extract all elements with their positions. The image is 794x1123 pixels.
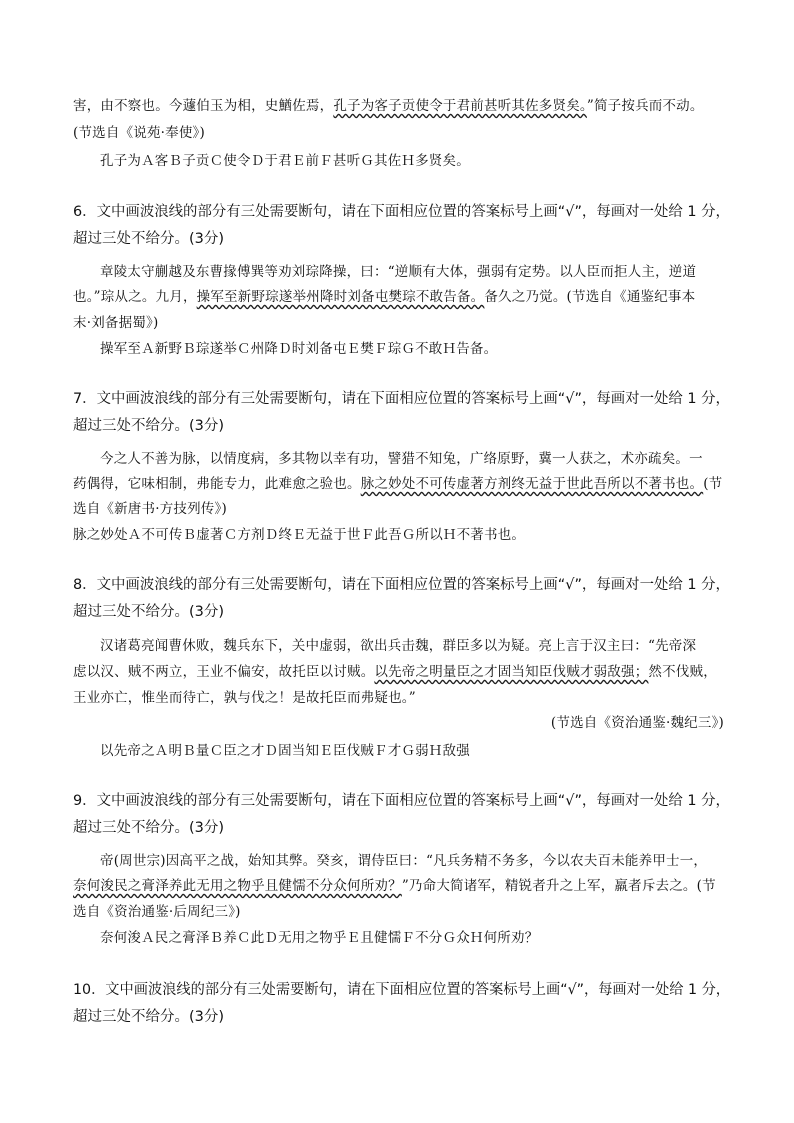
question-10-prompt-cont: 超过三处不给分。(3分): [73, 1009, 225, 1025]
passage-line: 汉诸葛亮闻曹休败，魏兵东下，关中虚弱，欲出兵击魏，群臣多以为疑。亮上言于汉主曰：“先帝深: [100, 638, 697, 654]
passage-text: 也。”琮从之。九月，: [73, 289, 197, 305]
answer-options: 脉之妙处Ａ不可传Ｂ虚著Ｃ方剂Ｄ终Ｅ无益于世Ｆ此吾Ｇ所以Ｈ不著书也。: [73, 527, 526, 543]
passage-text: 然不伐贼，: [648, 664, 717, 680]
wavy-underlined-text: 脉之妙处不可传虚著方剂终无益于世此吾所以不著书也。: [360, 476, 704, 492]
source-citation: 选自《新唐书·方技列传》): [73, 501, 227, 517]
passage-text: 害，由不察也。今蘧伯玉为相，史鰌佐焉，: [73, 98, 334, 114]
question-6-prompt-cont: 超过三处不给分。(3分): [73, 231, 225, 247]
wavy-underlined-text: 奈何浚民之膏泽养此无用之物乎且健懦不分众何所劝？: [73, 878, 402, 894]
answer-options: 操军至Ａ新野Ｂ琮遂举Ｃ州降Ｄ时刘备屯Ｅ樊Ｆ琮Ｇ不敢Ｈ告备。: [100, 341, 498, 357]
answer-options: 奈何浚Ａ民之膏泽Ｂ养Ｃ此Ｄ无用之物乎Ｅ且健懦Ｆ不分Ｇ众Ｈ何所劝？: [100, 930, 539, 946]
passage-line: [73, 877, 716, 895]
passage-text: (节: [703, 476, 723, 492]
passage-line: [73, 288, 695, 306]
source-citation: 末·刘备据蜀》): [73, 315, 159, 331]
question-8-prompt-cont: 超过三处不给分。(3分): [73, 604, 225, 620]
passage-text: 备久之乃觉。(节选自《通鉴纪事本: [484, 289, 696, 305]
answer-options: 孔子为Ａ客Ｂ子贡Ｃ使令Ｄ于君Ｅ前Ｆ甚听Ｇ其佐Ｈ多贤矣。: [100, 153, 470, 169]
passage-line: 章陵太守蒯越及东曹掾傅巽等劝刘琮降操，曰：“逆顺有大体，强弱有定势。以人臣而拒人主，逆道: [100, 264, 697, 280]
passage-line: [73, 475, 722, 493]
wavy-underlined-text: 操军至新野琮遂举州降时刘备屯樊琮不敢告备。: [196, 289, 485, 305]
passage-text: 虑以汉、贼不两立，王业不偏安，故托臣以讨贼。: [73, 664, 375, 680]
passage-line: [73, 663, 717, 681]
wavy-underlined-text: 孔子为客子贡使令于君前甚听其佐多贤矣。: [333, 98, 587, 114]
passage-line: 王业亦亡，惟坐而待亡，孰与伐之！是故托臣而弗疑也。”: [73, 690, 416, 706]
source-citation: (节选自《说苑·奉使》): [73, 125, 205, 141]
question-9-prompt-cont: 超过三处不给分。(3分): [73, 820, 225, 836]
question-8-prompt: 8．文中画波浪线的部分有三处需要断句，请在下面相应位置的答案标号上画“√”，每画对一处给 1 分，: [73, 577, 730, 593]
source-citation: (节选自《资治通鉴·魏纪三》): [550, 715, 724, 731]
question-7-prompt-cont: 超过三处不给分。(3分): [73, 418, 225, 434]
question-7-prompt: 7．文中画波浪线的部分有三处需要断句，请在下面相应位置的答案标号上画“√”，每画对一处给 1 分，: [73, 391, 730, 407]
source-citation: 选自《资治通鉴·后周纪三》): [73, 904, 241, 920]
question-10-prompt: 10．文中画波浪线的部分有三处需要断句，请在下面相应位置的答案标号上画“√”，每画对一处给 1 分，: [73, 982, 731, 998]
passage-text: 药偶得，它味相制，弗能专力，此难愈之验也。: [73, 476, 361, 492]
passage-line: 今之人不善为脉，以情度病，多其物以幸有功，譬猎不知兔，广络原野，冀一人获之，术亦疏矣。一: [100, 451, 703, 467]
passage-line: [73, 97, 704, 115]
question-9-prompt: 9．文中画波浪线的部分有三处需要断句，请在下面相应位置的答案标号上画“√”，每画对一处给 1 分，: [73, 793, 730, 809]
answer-options: 以先帝之Ａ明Ｂ量Ｃ臣之才Ｄ固当知Ｅ臣伐贼Ｆ才Ｇ弱Ｈ敌强: [100, 743, 470, 759]
passage-line: 帝(周世宗)因高平之战，始知其弊。癸亥，谓侍臣曰：“凡兵务精不务多，今以农夫百未能养甲士一，: [100, 853, 708, 869]
wavy-underlined-text: 以先帝之明量臣之才固当知臣伐贼才弱敌强；: [374, 664, 649, 680]
passage-text: ”简子按兵而不动。: [586, 98, 704, 114]
passage-text: ”乃命大简诸军，精锐者升之上军，羸者斥去之。(节: [401, 878, 716, 894]
question-6-prompt: 6．文中画波浪线的部分有三处需要断句，请在下面相应位置的答案标号上画“√”，每画对一处给 1 分，: [73, 204, 730, 220]
